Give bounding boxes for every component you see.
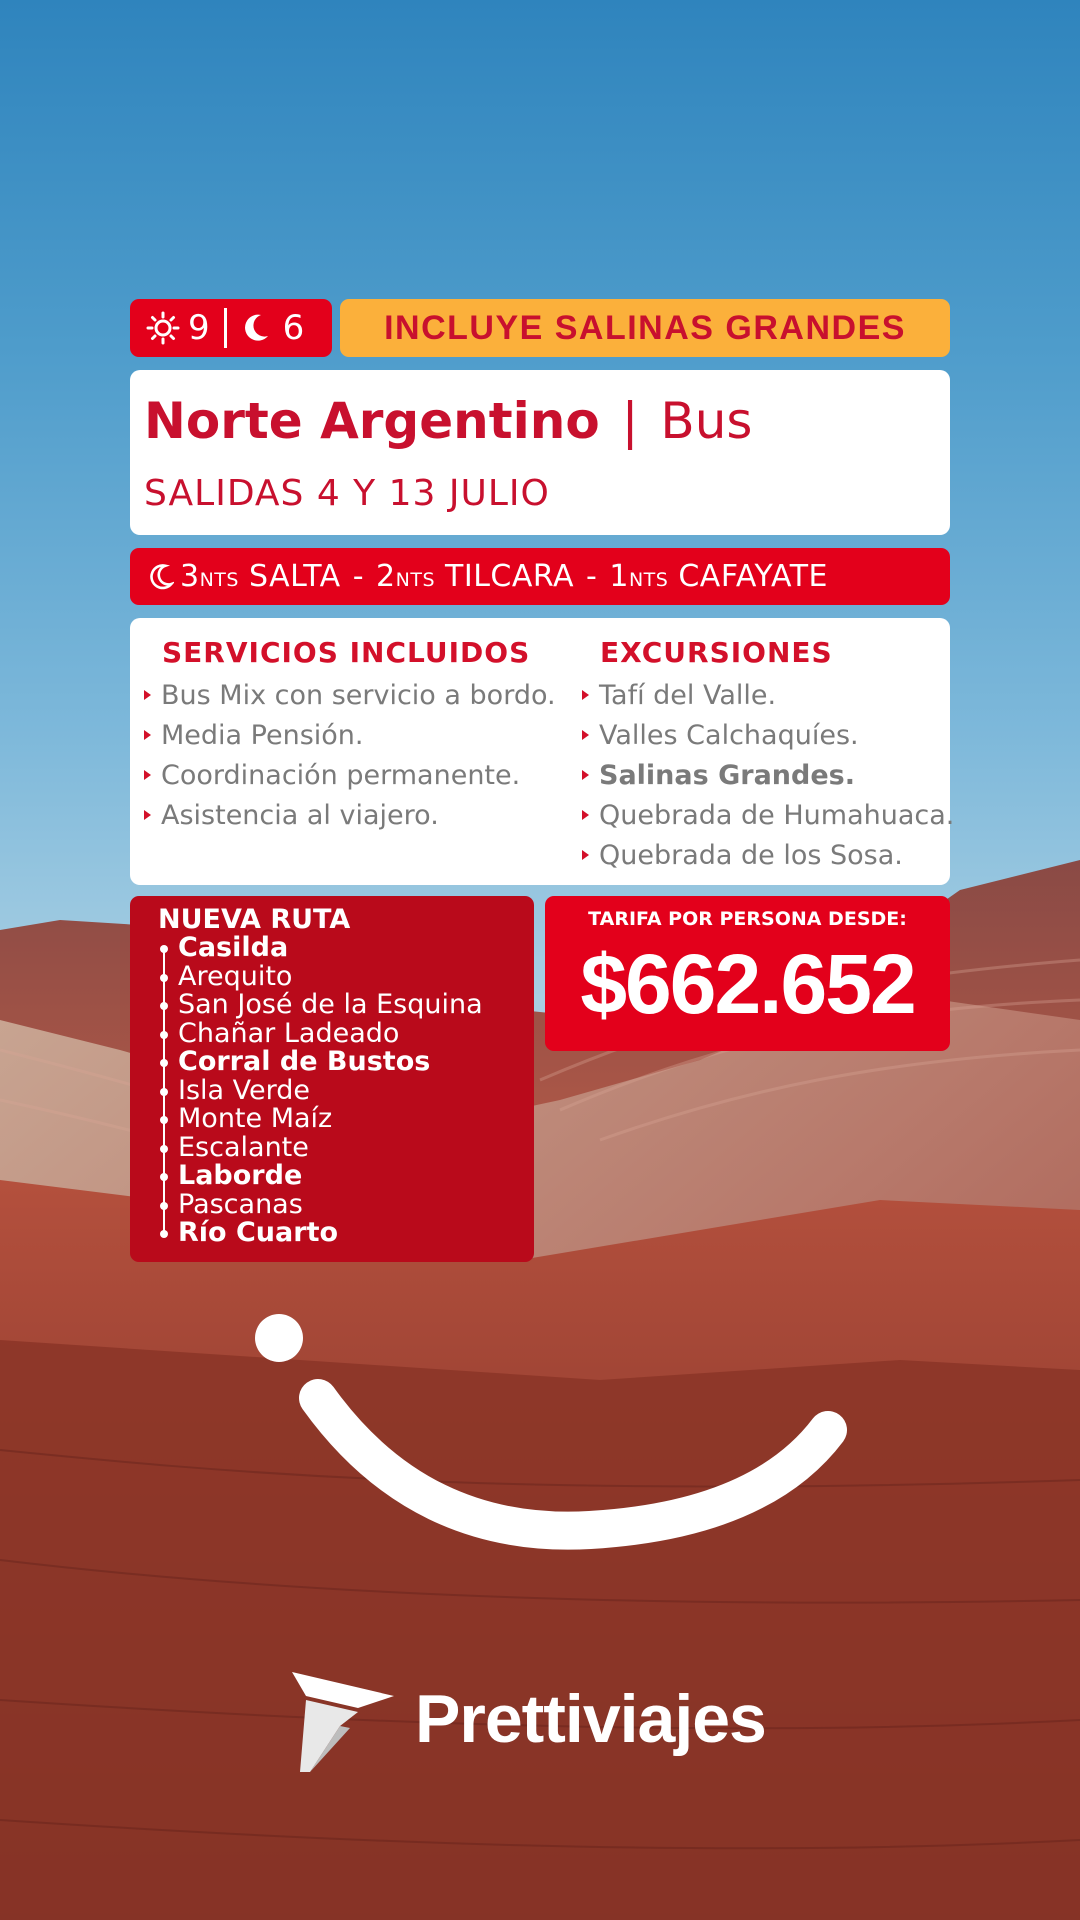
price-amount: $662.652 xyxy=(580,937,915,1031)
price-label: TARIFA POR PERSONA DESDE: xyxy=(588,908,907,930)
route-stop-name: Casilda xyxy=(178,932,289,963)
smile-dot xyxy=(255,1314,303,1362)
route-stop-name: Corral de Bustos xyxy=(178,1046,431,1077)
nights-count: 6 xyxy=(282,308,305,348)
itinerary-city: CAFAYATE xyxy=(678,559,828,594)
itinerary-nights: 1 xyxy=(609,559,629,594)
excursions-heading: EXCURSIONES xyxy=(600,636,833,669)
includes-highlight-text: INCLUYE SALINAS GRANDES xyxy=(384,308,906,347)
services-heading: SERVICIOS INCLUIDOS xyxy=(162,636,531,669)
route-stop-name: Escalante xyxy=(178,1131,309,1163)
itinerary-separator: - xyxy=(586,559,598,594)
excursion-item-text: Tafí del Valle. xyxy=(599,680,777,711)
itinerary-separator: - xyxy=(352,559,365,594)
route-stop-name: Arequito xyxy=(178,960,293,992)
itinerary-nights: 2 xyxy=(376,559,396,594)
smile-arc xyxy=(318,1398,828,1531)
route-stop-name: Río Cuarto xyxy=(178,1217,339,1248)
excursion-item-text: Valles Calchaquíes. xyxy=(599,720,859,751)
service-item-text: Asistencia al viajero. xyxy=(161,800,439,831)
service-item-text: Coordinación permanente. xyxy=(161,760,521,791)
excursion-item-text: Quebrada de los Sosa. xyxy=(599,840,903,871)
destination-name: Norte Argentino xyxy=(144,392,600,450)
service-item-text: Media Pensión. xyxy=(161,720,364,751)
excursion-item-text: Quebrada de Humahuaca. xyxy=(599,800,955,831)
itinerary-unit: NTS xyxy=(395,569,436,591)
route-stop-name: San José de la Esquina xyxy=(178,989,483,1020)
route-stop-name: Monte Maíz xyxy=(178,1103,333,1134)
route-stop-name: Pascanas xyxy=(178,1188,303,1220)
brand-name: Prettiviajes xyxy=(415,1681,766,1757)
transport-mode: Bus xyxy=(660,392,753,450)
itinerary-unit: NTS xyxy=(199,569,239,591)
days-count: 9 xyxy=(188,308,210,348)
route-stop-name: Isla Verde xyxy=(178,1074,311,1106)
title-separator: | xyxy=(621,392,639,450)
itinerary-unit: NTS xyxy=(628,569,669,591)
itinerary-city: SALTA xyxy=(248,559,341,594)
departure-dates: SALIDAS 4 Y 13 JULIO xyxy=(144,473,550,514)
route-heading: NUEVA RUTA xyxy=(158,904,351,935)
route-stop-name: Laborde xyxy=(178,1160,303,1191)
service-item-text: Bus Mix con servicio a bordo. xyxy=(161,680,556,711)
itinerary-nights: 3 xyxy=(180,559,200,594)
itinerary-city: TILCARA xyxy=(445,559,575,594)
prettiviajes-logo-icon xyxy=(288,1668,398,1776)
route-stop-name: Chañar Ladeado xyxy=(178,1017,400,1049)
excursion-item-text: Salinas Grandes. xyxy=(599,760,855,791)
